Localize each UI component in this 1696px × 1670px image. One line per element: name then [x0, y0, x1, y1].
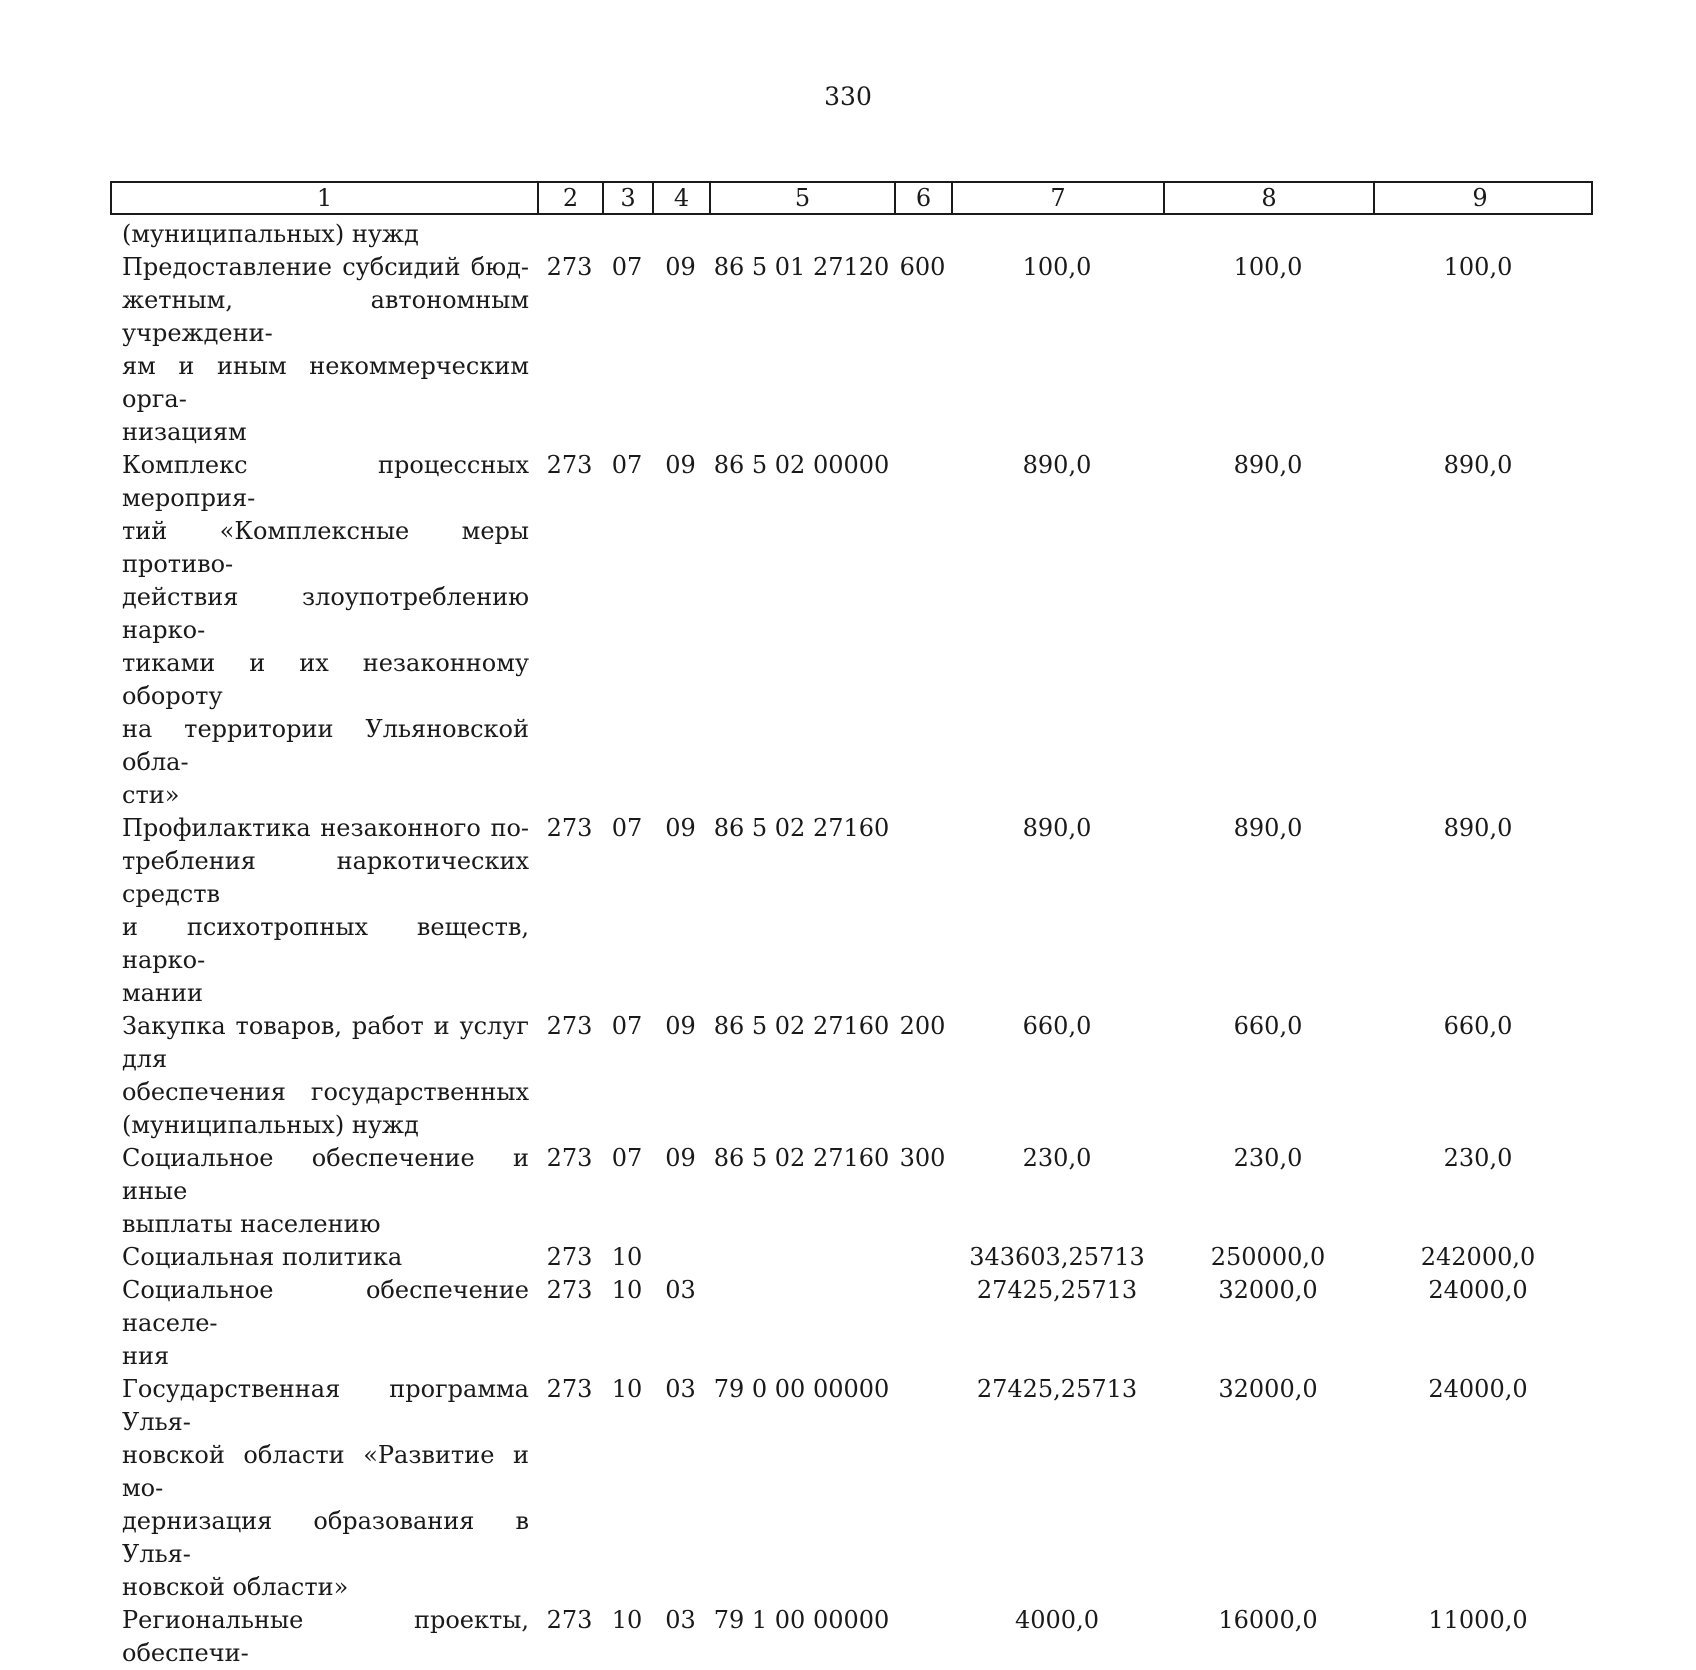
table-row	[110, 251, 1593, 449]
row-name-line: дернизация образования в Улья-	[122, 1507, 529, 1568]
row-cell-2: 273	[546, 1375, 593, 1403]
row-cell-8	[1163, 218, 1373, 251]
row-cell-2: 273	[546, 1144, 593, 1172]
row-cell-4: 09	[665, 1012, 696, 1040]
row-name-line: ям и иным некоммерческим орга-	[122, 352, 529, 413]
header-cell-5: 5	[711, 183, 896, 213]
row-name-line: низациям	[122, 418, 247, 446]
row-cell-2: 273	[546, 253, 593, 281]
row-cell-9: 11000,0	[1428, 1606, 1528, 1634]
header-cell-1: 1	[112, 183, 539, 213]
row-cell-9: 890,0	[1443, 814, 1513, 842]
row-name-line: Предоставление субсидий бюд-	[122, 253, 529, 281]
page-number: 330	[824, 82, 872, 111]
row-cell-5: 79 1 00 00000	[713, 1606, 890, 1634]
row-cell-4: 09	[665, 253, 696, 281]
row-cell-5: 79 0 00 00000	[713, 1375, 890, 1403]
row-name	[110, 251, 537, 449]
row-cell-9: 242000,0	[1420, 1243, 1536, 1271]
row-cell-2	[537, 218, 602, 251]
row-name-line: Профилактика незаконного по-	[122, 814, 529, 842]
row-cell-8: 32000,0	[1218, 1276, 1318, 1304]
row-cell-6: 300	[899, 1144, 946, 1172]
row-cell-7: 890,0	[1022, 451, 1092, 479]
row-name	[110, 812, 537, 1010]
row-cell-7: 4000,0	[1015, 1606, 1099, 1634]
row-cell-2: 273	[546, 814, 593, 842]
row-name-line: выплаты населению	[122, 1210, 381, 1238]
header-cell-7: 7	[953, 183, 1165, 213]
row-cell-9	[1373, 218, 1583, 251]
table-row	[110, 1241, 1593, 1274]
row-cell-5: 86 5 02 00000	[713, 451, 890, 479]
row-cell-8: 32000,0	[1218, 1375, 1318, 1403]
row-cell-7: 27425,25713	[976, 1276, 1138, 1304]
header-cell-8: 8	[1165, 183, 1375, 213]
row-name-line: жетным, автономным учреждени-	[122, 286, 529, 347]
row-cell-5: 86 5 01 27120	[713, 253, 890, 281]
row-name	[110, 1274, 537, 1373]
row-cell-4: 03	[665, 1276, 696, 1304]
row-name	[110, 1373, 537, 1604]
table-row	[110, 1010, 1593, 1142]
row-cell-7: 343603,25713	[969, 1243, 1145, 1271]
row-cell-8: 16000,0	[1218, 1606, 1318, 1634]
row-name-line: Государственная программа Улья-	[122, 1375, 529, 1436]
row-name-line: Закупка товаров, работ и услуг для	[122, 1012, 529, 1073]
row-cell-7: 100,0	[1022, 253, 1092, 281]
row-cell-3: 07	[611, 814, 643, 842]
row-name-line: тиками и их незаконному обороту	[122, 649, 529, 710]
row-cell-3: 10	[611, 1276, 643, 1304]
row-cell-8: 890,0	[1233, 451, 1303, 479]
row-cell-9: 660,0	[1443, 1012, 1513, 1040]
row-name	[110, 218, 537, 251]
row-cell-5	[709, 1274, 894, 1373]
row-cell-7	[951, 218, 1163, 251]
row-cell-3: 07	[611, 1144, 643, 1172]
row-name-line: (муниципальных) нужд	[122, 220, 419, 248]
header-cell-4: 4	[654, 183, 711, 213]
header-cell-9: 9	[1472, 184, 1488, 212]
row-cell-5	[709, 1241, 894, 1274]
table-body	[110, 218, 1593, 1670]
row-name-line: Социальное обеспечение населе-	[122, 1276, 529, 1337]
row-name-line: требления наркотических средств	[122, 847, 529, 908]
row-name-line: новской области»	[122, 1573, 349, 1601]
table-row	[110, 449, 1593, 812]
row-cell-8: 230,0	[1233, 1144, 1303, 1172]
header-cell-3: 3	[604, 183, 654, 213]
row-cell-7: 660,0	[1022, 1012, 1092, 1040]
row-cell-7: 27425,25713	[976, 1375, 1138, 1403]
row-cell-8: 660,0	[1233, 1012, 1303, 1040]
row-cell-5	[709, 218, 894, 251]
table-header	[110, 181, 1593, 215]
row-cell-5: 86 5 02 27160	[713, 814, 890, 842]
header-cell-2: 2	[539, 183, 604, 213]
row-cell-7: 890,0	[1022, 814, 1092, 842]
row-cell-6	[894, 1604, 951, 1670]
row-cell-9: 24000,0	[1428, 1276, 1528, 1304]
row-cell-8: 890,0	[1233, 814, 1303, 842]
row-cell-6	[894, 812, 951, 1010]
row-cell-2: 273	[546, 1243, 593, 1271]
row-cell-6	[894, 1274, 951, 1373]
row-cell-4: 09	[665, 451, 696, 479]
row-cell-4: 03	[665, 1375, 696, 1403]
header-cell-6: 6	[896, 183, 953, 213]
row-cell-2: 273	[546, 1276, 593, 1304]
row-cell-6	[894, 1373, 951, 1604]
row-cell-9: 230,0	[1443, 1144, 1513, 1172]
row-cell-6	[894, 449, 951, 812]
row-cell-2: 273	[546, 1012, 593, 1040]
row-cell-9: 890,0	[1443, 451, 1513, 479]
row-name-line: (муниципальных) нужд	[122, 1111, 419, 1139]
row-cell-3	[602, 218, 652, 251]
row-name-line: действия злоупотреблению нарко-	[122, 583, 529, 644]
row-name-line: Региональные проекты, обеспечи-	[122, 1606, 529, 1667]
row-name	[110, 1604, 537, 1670]
table-row	[110, 1142, 1593, 1241]
row-cell-7: 230,0	[1022, 1144, 1092, 1172]
row-name-line: ния	[122, 1342, 170, 1370]
row-cell-8: 100,0	[1233, 253, 1303, 281]
table-row	[110, 812, 1593, 1010]
table-row	[110, 1274, 1593, 1373]
row-name	[110, 449, 537, 812]
row-name-line: тий «Комплексные меры противо-	[122, 517, 529, 578]
row-name	[110, 1241, 537, 1274]
table-row	[110, 218, 1593, 251]
row-cell-4	[652, 1241, 709, 1274]
row-name	[110, 1142, 537, 1241]
row-cell-3: 10	[611, 1606, 643, 1634]
row-name-line: на территории Ульяновской обла-	[122, 715, 529, 776]
row-cell-6: 600	[899, 253, 946, 281]
row-cell-4: 03	[665, 1606, 696, 1634]
row-cell-5: 86 5 02 27160	[713, 1144, 890, 1172]
table-row	[110, 1373, 1593, 1604]
row-name-line: Комплекс процессных мероприя-	[122, 451, 529, 512]
row-cell-4: 09	[665, 1144, 696, 1172]
row-name-line: новской области «Развитие и мо-	[122, 1441, 529, 1502]
row-cell-5: 86 5 02 27160	[713, 1012, 890, 1040]
row-cell-8: 250000,0	[1210, 1243, 1326, 1271]
row-name	[110, 1010, 537, 1142]
row-cell-6	[894, 218, 951, 251]
row-name-line: Социальная политика	[122, 1243, 403, 1271]
row-cell-9: 24000,0	[1428, 1375, 1528, 1403]
row-cell-2: 273	[546, 1606, 593, 1634]
row-cell-6: 200	[899, 1012, 946, 1040]
row-cell-9: 100,0	[1443, 253, 1513, 281]
row-cell-4	[652, 218, 709, 251]
row-cell-6	[894, 1241, 951, 1274]
row-name-line: Социальное обеспечение и иные	[122, 1144, 529, 1205]
row-cell-2: 273	[546, 451, 593, 479]
row-name-line: и психотропных веществ, нарко-	[122, 913, 529, 974]
row-cell-3: 07	[611, 451, 643, 479]
row-cell-3: 10	[611, 1375, 643, 1403]
row-cell-3: 10	[611, 1243, 643, 1271]
row-cell-3: 07	[611, 1012, 643, 1040]
row-name-line: мании	[122, 979, 203, 1007]
row-cell-3: 07	[611, 253, 643, 281]
row-cell-4: 09	[665, 814, 696, 842]
table-row	[110, 1604, 1593, 1670]
row-name-line: сти»	[122, 781, 180, 809]
row-name-line: обеспечения государственных	[122, 1078, 529, 1106]
